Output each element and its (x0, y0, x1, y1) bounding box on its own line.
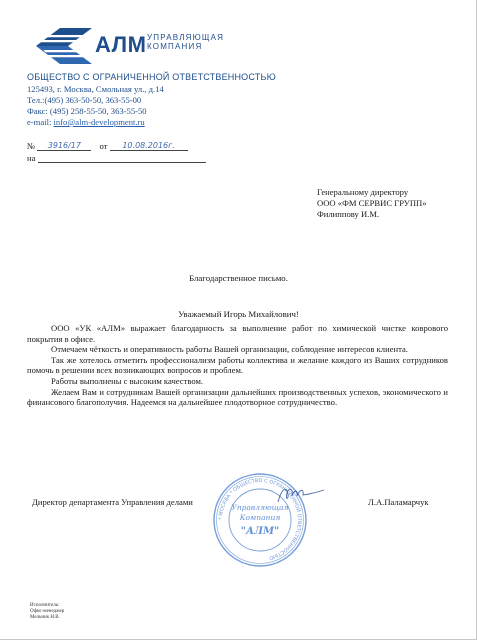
body-paragraph: ООО «УК «АЛМ» выражает благодарность за выполнение работ по химической чистке коврового покрытия в офисе. (27, 323, 448, 344)
email-link[interactable]: info@alm-development.ru (53, 117, 145, 127)
executor-label: Исполнитель: (30, 603, 60, 608)
body-paragraph: Работы выполнены с высоким качеством. (51, 375, 204, 386)
body-paragraph: Так же хотелось отметить профессионализм работы коллектива и желание каждого из Ваших сотрудников помочь в решении всех возникающих вопросов и проблем. (27, 354, 448, 376)
stamp-line3: "АЛМ" (240, 526, 280, 537)
registry-line (27, 140, 206, 163)
salutation: Уважаемый Игорь Михайлович! (178, 309, 299, 319)
executor-position: Офис-менеджер (30, 609, 65, 614)
fax: Факс: (495) 258-55-50, 363-55-50 (27, 106, 147, 116)
address: 125493, г. Москва, Смольная ул., д.14 (27, 84, 164, 94)
date-field (110, 140, 188, 151)
signatory-name: Л.А.Паламарчук (368, 497, 429, 507)
signatory-position: Директор департамента Управления делами (32, 497, 193, 507)
body-paragraph: Отмечаем чёткость и оперативность работы Вашей организации, соблюдение интересов клиента. (51, 344, 408, 355)
letter-title: Благодарственное письмо. (189, 273, 288, 283)
brand-name: АЛМ (95, 32, 147, 57)
body-paragraph: Желаем Вам и сотрудникам Вашей организации дальнейших производственных успехов, экономического и финансового благополучия. Надеемся на дальнейшее плодотворное сотрудничество. (27, 386, 448, 408)
executor-name: Мельник Н.В. (30, 615, 60, 620)
phone: Тел.:(495) 363-50-50, 363-55-00 (27, 95, 142, 105)
org-name: ОБЩЕСТВО С ОГРАНИЧЕННОЙ ОТВЕТСТВЕННОСТЬЮ (27, 72, 276, 82)
email-label: e-mail: (27, 117, 54, 127)
on-label: на (27, 153, 36, 163)
email-line (27, 117, 164, 128)
addressee-block (317, 187, 427, 220)
number-label: № (27, 141, 36, 151)
brand-subtitle-line1: УПРАВЛЯЮЩАЯ (147, 33, 225, 42)
date-label: от (99, 141, 108, 151)
letter-body (27, 323, 448, 408)
brand-subtitle-line2: КОМПАНИЯ (147, 42, 203, 51)
stamp-line2: Компания (239, 513, 281, 522)
addressee-position: Генеральному директору (317, 187, 409, 197)
brand-subtitle (147, 33, 224, 51)
stamp-ring-text: * МОСКВА * ОБЩЕСТВО С ОГРАНИЧЕННОЙ ОТВЕТСТВЕННОСТЬЮ (217, 477, 303, 561)
handwritten-signature-icon (276, 484, 326, 506)
addressee-company: ООО «ФМ СЕРВИС ГРУПП» (317, 198, 427, 208)
on-field (38, 153, 206, 163)
executor-block (30, 603, 64, 621)
date-value: 10.08.2016г. (122, 141, 175, 150)
contacts-block (27, 84, 164, 128)
stamp-line1: Управляющая (231, 503, 289, 512)
number-field (37, 140, 91, 151)
addressee-name: Филиппову И.М. (317, 209, 380, 219)
number-value: 3916/17 (47, 141, 81, 150)
